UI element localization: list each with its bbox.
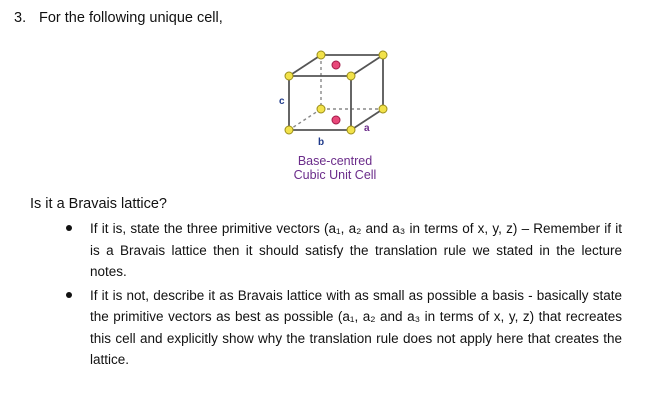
corner-atom [379,105,387,113]
axis-label-b: b [318,137,325,148]
bullet-list [64,218,622,373]
bullet-dot-icon [66,292,72,298]
question-number: 3. [14,10,27,26]
axis-label-c: c [279,96,285,107]
question-text: For the following unique cell, [39,10,223,26]
question-line [14,10,223,26]
corner-atom [285,72,293,80]
corner-atom [347,72,355,80]
bullet-item [64,218,622,283]
bravais-prompt: Is it a Bravais lattice? [30,196,167,212]
figure-caption-line2: Cubic Unit Cell [293,168,377,182]
bullet-item [64,285,622,371]
hidden-edge [289,109,321,130]
edge [289,55,321,76]
corner-atom [285,126,293,134]
corner-atom [347,126,355,134]
figure-caption-line1: Base-centred [297,154,373,168]
axis-label-a: a [364,123,370,134]
face-atom-bottom [332,116,340,124]
bullet-dot-icon [66,225,72,231]
bullet-text: If it is not, describe it as Bravais lattice with as small as possible a basis - basically state the primitive vectors as best as possible (a₁, a₂ and a₃ in terms of x, y, z) that recreates this cell and explicitly show why the translation rule does not apply here that creates the lattice. [90,287,622,367]
unit-cell-figure [265,38,405,188]
corner-atom [317,51,325,59]
corner-atom [379,51,387,59]
face-atom-top [332,61,340,69]
edge [351,55,383,76]
bullet-text: If it is, state the three primitive vectors (a₁, a₂ and a₃ in terms of x, y, z) – Remember if it is a Bravais lattice then it should satisfy the translation rule we stated in the lecture notes. [90,221,622,279]
corner-atom [317,105,325,113]
